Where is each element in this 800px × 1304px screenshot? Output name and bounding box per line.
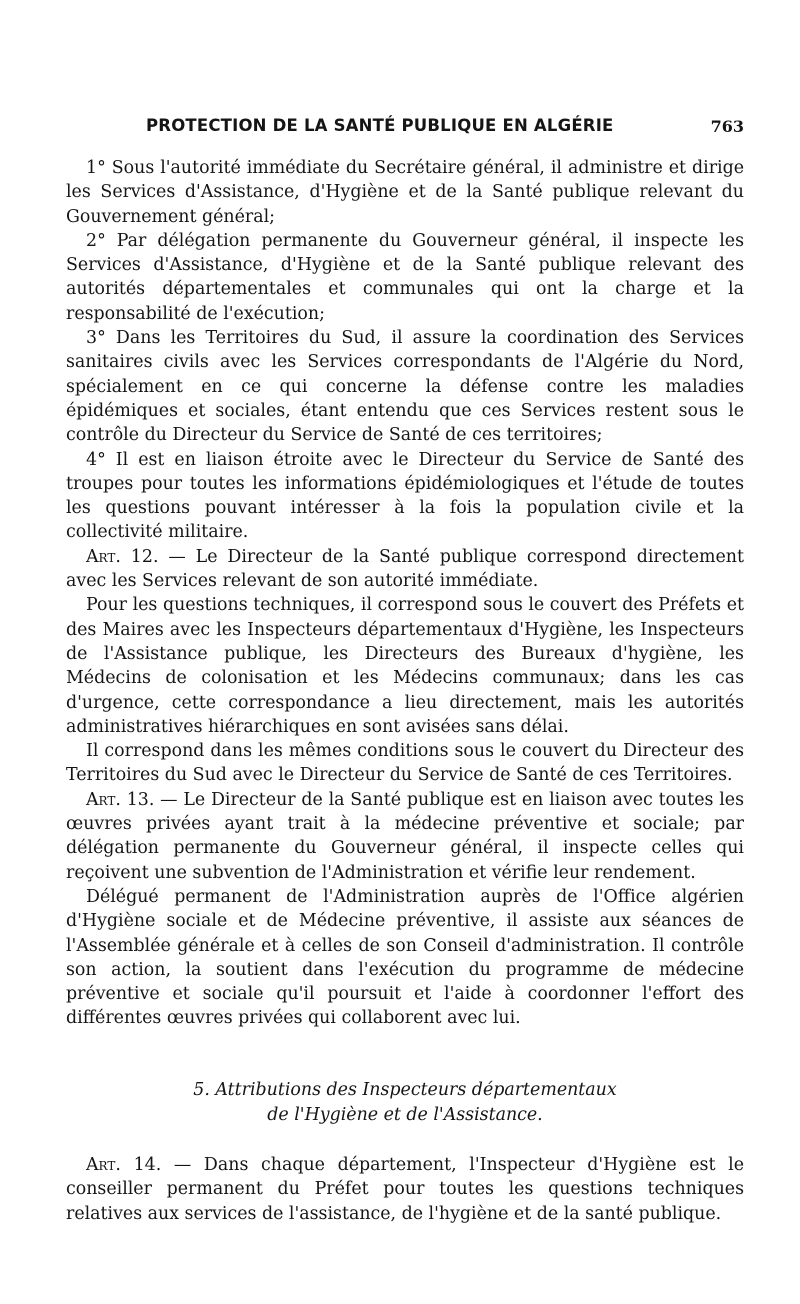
article-14-block — [66, 1153, 744, 1226]
article-12-text: — Le Directeur de la Santé publique correspond directement avec les Services relevant de son autorité immédiate. — [66, 546, 744, 592]
article-14-text: — Dans chaque département, l'Inspecteur d'Hygiène est le conseiller permanent du Préfet pour toutes les questions techniques relatives aux services de l'assistance, de l'hygiène et de la santé publique. — [66, 1155, 744, 1224]
article-12-label: Art. 12. — [86, 546, 159, 567]
article-13-text: — Le Directeur de la Santé publique est en liaison avec toutes les œuvres privées ayant trait à la médecine préventive et sociale; par délégation permanente du Gouverneur général, il inspecte celles qui reçoivent une subvention de l'Administration et vérifie leur rendement. — [66, 789, 744, 883]
section-heading-line-1: 5. Attributions des Inspecteurs départementaux — [193, 1080, 617, 1100]
paragraph-item-4: 4° Il est en liaison étroite avec le Directeur du Service de Santé des troupes pour toutes les informations épidémiologiques et l'étude de toutes les questions pouvant intéresser à la fois la population civile et la collectivité militaire. — [66, 449, 744, 543]
running-header — [66, 116, 744, 140]
article-14 — [66, 1153, 744, 1226]
article-13-paragraph: Délégué permanent de l'Administration auprès de l'Office algérien d'Hygiène sociale et de Médecine préventive, il assiste aux séances de l'Assemblée générale et à celles de son Conseil d'administration. Il contrôle son action, la soutient dans l'exécution du programme de médecine préventive et sociale qu'il poursuit et l'aide à coordonner l'effort des différentes œuvres privées qui collaborent avec lui. — [66, 886, 744, 1029]
section-heading — [66, 1078, 744, 1128]
body-text — [66, 156, 744, 1031]
article-13-label: Art. 13. — [86, 789, 155, 810]
article-12 — [66, 545, 744, 594]
section-heading-line-2: de l'Hygiène et de l'Assistance. — [267, 1105, 543, 1125]
article-12-paragraph-2: Il correspond dans les mêmes conditions sous le couvert du Directeur des Territoires du Sud avec le Directeur du Service de Santé de ces Territoires. — [66, 741, 744, 786]
article-12-paragraph-1: Pour les questions techniques, il correspond sous le couvert des Préfets et des Maires avec les Inspecteurs départementaux d'Hygiène, les Inspecteurs de l'Assistance publique, les Directeurs des Bureaux d'hygiène, les Médecins de colonisation et les Médecins communaux; dans les cas d'urgence, cette correspondance a lieu directement, mais les autorités administratives hiérarchiques en sont avisées sans délai. — [66, 595, 744, 737]
page-number: 763 — [710, 117, 744, 136]
paragraph-item-1: 1° Sous l'autorité immédiate du Secrétaire général, il administre et dirige les Services d'Assistance, d'Hygiène et de la Santé publique relevant du Gouvernement général; — [66, 158, 744, 227]
running-title: PROTECTION DE LA SANTÉ PUBLIQUE EN ALGÉRIE — [146, 116, 614, 135]
article-13 — [66, 788, 744, 885]
article-14-label: Art. 14. — [86, 1155, 162, 1175]
paragraph-item-2: 2° Par délégation permanente du Gouverneur général, il inspecte les Services d'Assistance, d'Hygiène et de la Santé publique relevant des autorités départementales et communales qui ont la charge et la responsabilité de l'exécution; — [66, 230, 744, 324]
paragraph-item-3: 3° Dans les Territoires du Sud, il assure la coordination des Services sanitaires civils avec les Services correspondants de l'Algérie du Nord, spécialement en ce qui concerne la défense contre les maladies épidémiques et sociales, étant entendu que ces Services restent sous le contrôle du Directeur du Service de Santé de ces territoires; — [66, 328, 744, 446]
